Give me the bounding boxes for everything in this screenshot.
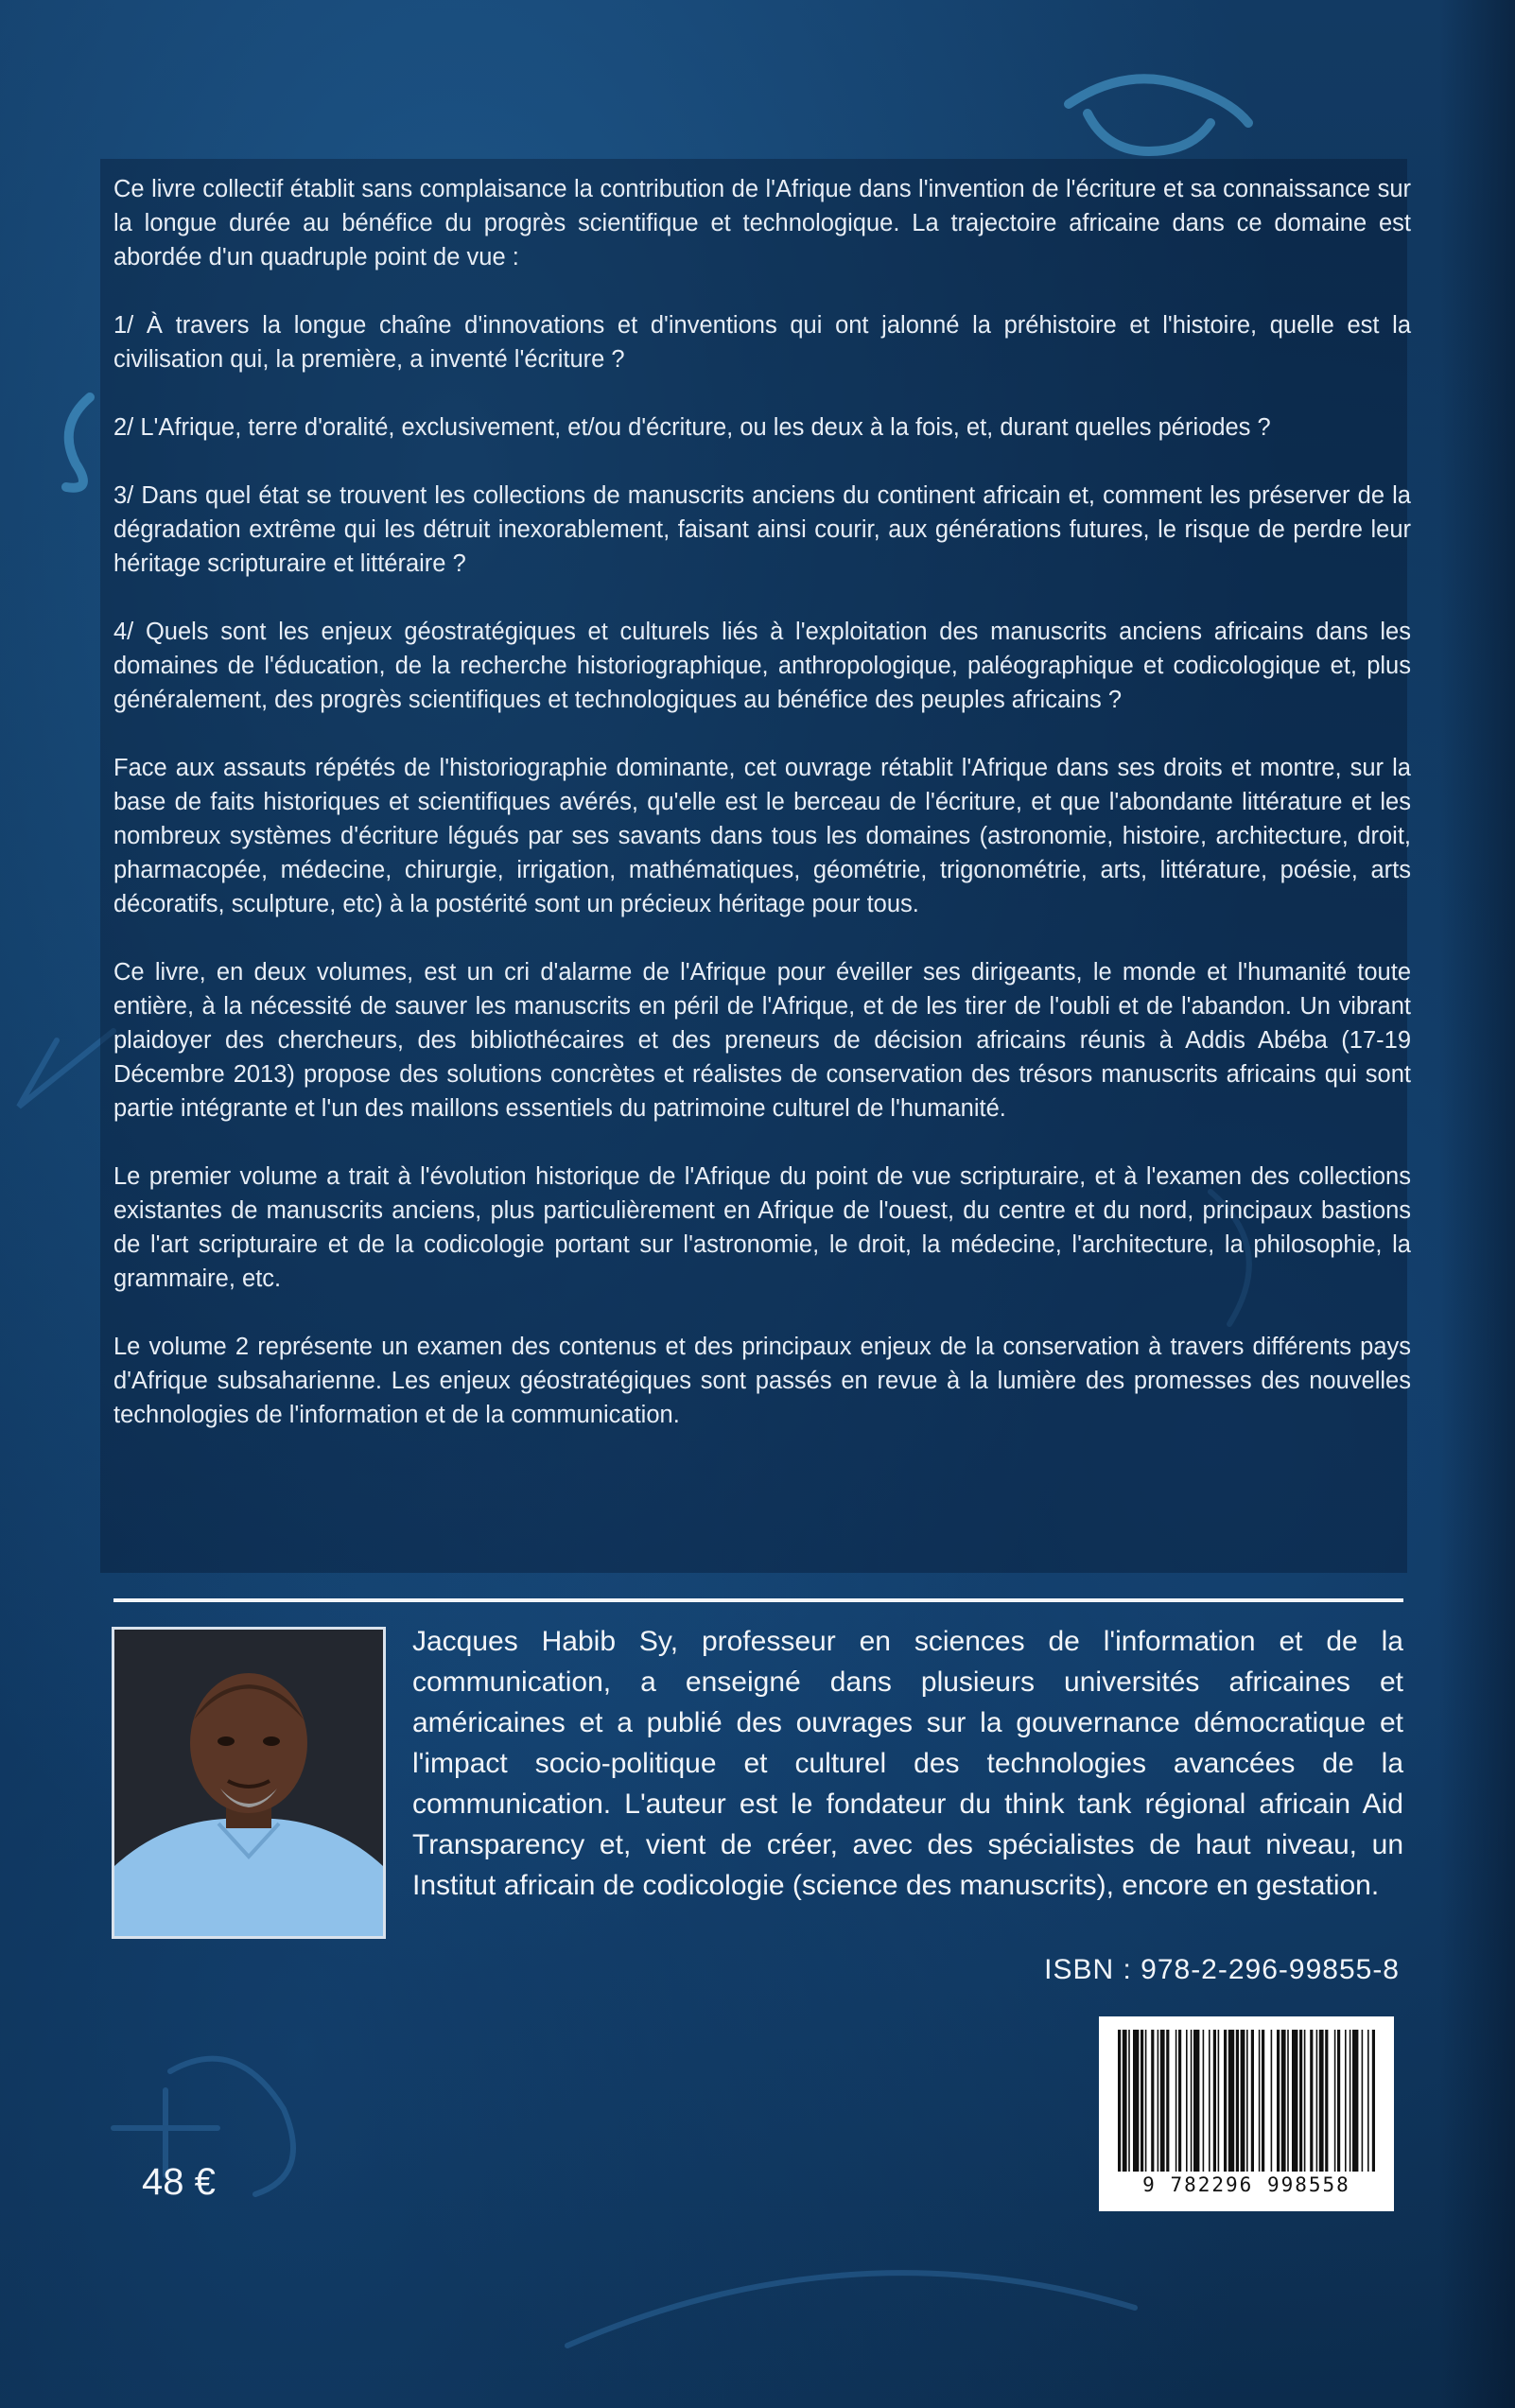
- barcode-bar: [1178, 2030, 1181, 2172]
- barcode-bar: [1277, 2030, 1280, 2172]
- barcode-bar: [1191, 2030, 1193, 2172]
- barcode-bar: [1337, 2030, 1340, 2172]
- barcode-bar: [1325, 2030, 1328, 2172]
- barcode-bar: [1350, 2030, 1351, 2172]
- barcode-bar: [1259, 2030, 1261, 2172]
- barcode-bar: [1251, 2030, 1254, 2172]
- barcode-digits: 9 782296 998558: [1142, 2173, 1350, 2196]
- barcode-bar: [1145, 2030, 1147, 2172]
- barcode-bar: [1228, 2030, 1234, 2172]
- barcode-bar: [1218, 2030, 1220, 2172]
- barcode-bar: [1271, 2030, 1273, 2172]
- ornament-top-right-curl: [1088, 113, 1210, 151]
- barcode-bar: [1262, 2030, 1264, 2172]
- barcode-bar: [1372, 2030, 1375, 2172]
- back-cover-blurb: [113, 172, 1411, 1466]
- barcode-bar: [1345, 2030, 1347, 2172]
- blurb-question-3: 3/ Dans quel état se trouvent les collections de manuscrits anciens du continent africain et, comment les préserver de la dégradation extrême qui les détruit inexorablement, faisant ainsi courir, aux générations futures, le risque de perdre leur héritage scripturaire et littéraire ?: [113, 482, 1411, 577]
- barcode-bar: [1299, 2030, 1302, 2172]
- barcode-bar: [1193, 2030, 1199, 2172]
- barcode-bar: [1334, 2030, 1336, 2172]
- barcode-bar: [1151, 2030, 1154, 2172]
- blurb-paragraph-8: Le volume 2 représente un examen des contenus et des principaux enjeux de la conservation à travers différents pays d'Afrique subsaharienne. Les enjeux géostratégiques sont passés en revue à la lumière des promesses des nouvelles technologies de l'information et de la communication.: [113, 1334, 1411, 1428]
- barcode-bar: [1123, 2030, 1127, 2172]
- isbn-barcode: [1099, 2016, 1394, 2211]
- ornament-top-right-glyph: [1069, 79, 1248, 123]
- blurb-paragraph-7: Le premier volume a trait à l'évolution historique de l'Afrique du point de vue scripturaire, et à l'examen des collections existantes de manuscrits anciens, plus particulièrement en Afrique de l'ouest, du centre et du nord, principaux bastions de l'art scripturaire et de la codicologie portant sur l'astronomie, le droit, la médecine, l'architecture, la philosophie, la grammaire, etc.: [113, 1163, 1411, 1292]
- barcode-bar: [1209, 2030, 1210, 2172]
- section-divider: [113, 1598, 1403, 1602]
- barcode-bar: [1166, 2030, 1169, 2172]
- barcode-bar: [1141, 2030, 1143, 2172]
- author-portrait-illustration: [114, 1630, 383, 1936]
- barcode-bar: [1316, 2030, 1318, 2172]
- ornament-bottom-arc: [567, 2273, 1135, 2346]
- author-bio: Jacques Habib Sy, professeur en sciences de l'information et de la communication, a enseigné dans plusieurs universités africaines et américaines et a publié des ouvrages sur la gouvernance démocratique et l'impact socio-politique et culturel des technologies avancées de la communication. L'auteur est le fondateur du think tank régional africain Aid Transparency et, vient de créer, avec des spécialistes de haut niveau, un Institut africain de codicologie (science des manuscrits), encore en gestation.: [412, 1626, 1403, 1901]
- barcode-bar: [1281, 2030, 1286, 2172]
- barcode-bar: [1158, 2030, 1159, 2172]
- blurb-paragraph-6: Ce livre, en deux volumes, est un cri d'alarme de l'Afrique pour éveiller ses dirigeants, le monde et l'humanité toute entière, à la nécessité de sauver les manuscrits en péril de l'Afrique, et de les tirer de l'oubli et de l'abandon. Un vibrant plaidoyer des chercheurs, des bibliothécaires et des preneurs de décision africains réunis à Addis Abéba (17-19 Décembre 2013) propose des solutions concrètes et réalistes de conservation des trésors manuscrits africains qui sont partie intégrante et l'un des maillons essentiels du patrimoine culturel de l'humanité.: [113, 959, 1411, 1122]
- barcode-bar: [1224, 2030, 1227, 2172]
- barcode-bar: [1118, 2030, 1121, 2172]
- barcode-bar: [1175, 2030, 1177, 2172]
- book-price: 48 €: [142, 2161, 216, 2203]
- author-photo: [112, 1627, 386, 1939]
- barcode-bar: [1287, 2030, 1289, 2172]
- barcode-bar: [1203, 2030, 1205, 2172]
- blurb-question-4: 4/ Quels sont les enjeux géostratégiques et culturels liés à l'exploitation des manuscrits anciens africains dans les domaines de l'éducation, de la recherche historiographique, anthropologique, paléographique et codicologique et, plus généralement, des progrès scientifiques et technologiques au bénéfice des peuples africains ?: [113, 619, 1411, 713]
- barcode-bar: [1213, 2030, 1216, 2172]
- barcode-bar: [1292, 2030, 1297, 2172]
- barcode-bar: [1241, 2030, 1245, 2172]
- barcode-bar: [1186, 2030, 1188, 2172]
- blurb-intro: Ce livre collectif établit sans complaisance la contribution de l'Afrique dans l'invention de l'écriture et sa connaissance sur la longue durée au bénéfice du progrès scientifique et technologique. La trajectoire africaine dans ce domaine est abordée d'un quadruple point de vue :: [113, 176, 1411, 270]
- barcode-bar: [1352, 2030, 1358, 2172]
- isbn-number: ISBN : 978-2-296-99855-8: [1044, 1954, 1400, 1985]
- barcode-bar: [1236, 2030, 1239, 2172]
- barcode-bar: [1160, 2030, 1165, 2172]
- barcode-bar: [1367, 2030, 1369, 2172]
- barcode-bar: [1128, 2030, 1130, 2172]
- blurb-paragraph-5: Face aux assauts répétés de l'historiographie dominante, cet ouvrage rétablit l'Afrique dans ses droits et montre, sur la base de faits historiques et scientifiques avérés, qu'elle est le berceau de l'écriture, et que l'abondante littérature et les nombreux systèmes d'écriture légués par ses savants dans tous les domaines (astronomie, histoire, architecture, droit, pharmacopée, médecine, chirurgie, irrigation, mathématiques, géométrie, trigonométrie, arts, littérature, poésie, arts décoratifs, sculpture, etc) à la postérité sont un précieux héritage pour tous.: [113, 755, 1411, 917]
- barcode-bar: [1133, 2030, 1139, 2172]
- barcode-bar: [1246, 2030, 1248, 2172]
- ornament-left-arrow: [19, 1031, 113, 1107]
- blurb-question-1: 1/ À travers la longue chaîne d'innovations et d'inventions qui ont jalonné la préhistoire et l'histoire, quelle est la civilisation qui, la première, a inventé l'écriture ?: [113, 312, 1411, 373]
- barcode-bar: [1319, 2030, 1324, 2172]
- barcode-bars: [1116, 2030, 1377, 2172]
- blurb-question-2: 2/ L'Afrique, terre d'oralité, exclusivement, et/ou d'écriture, ou les deux à la fois, et, durant quelles périodes ?: [113, 414, 1271, 441]
- barcode-bar: [1362, 2030, 1364, 2172]
- barcode-bar: [1304, 2030, 1306, 2172]
- ornament-left-curl: [66, 397, 90, 488]
- barcode-bar: [1310, 2030, 1313, 2172]
